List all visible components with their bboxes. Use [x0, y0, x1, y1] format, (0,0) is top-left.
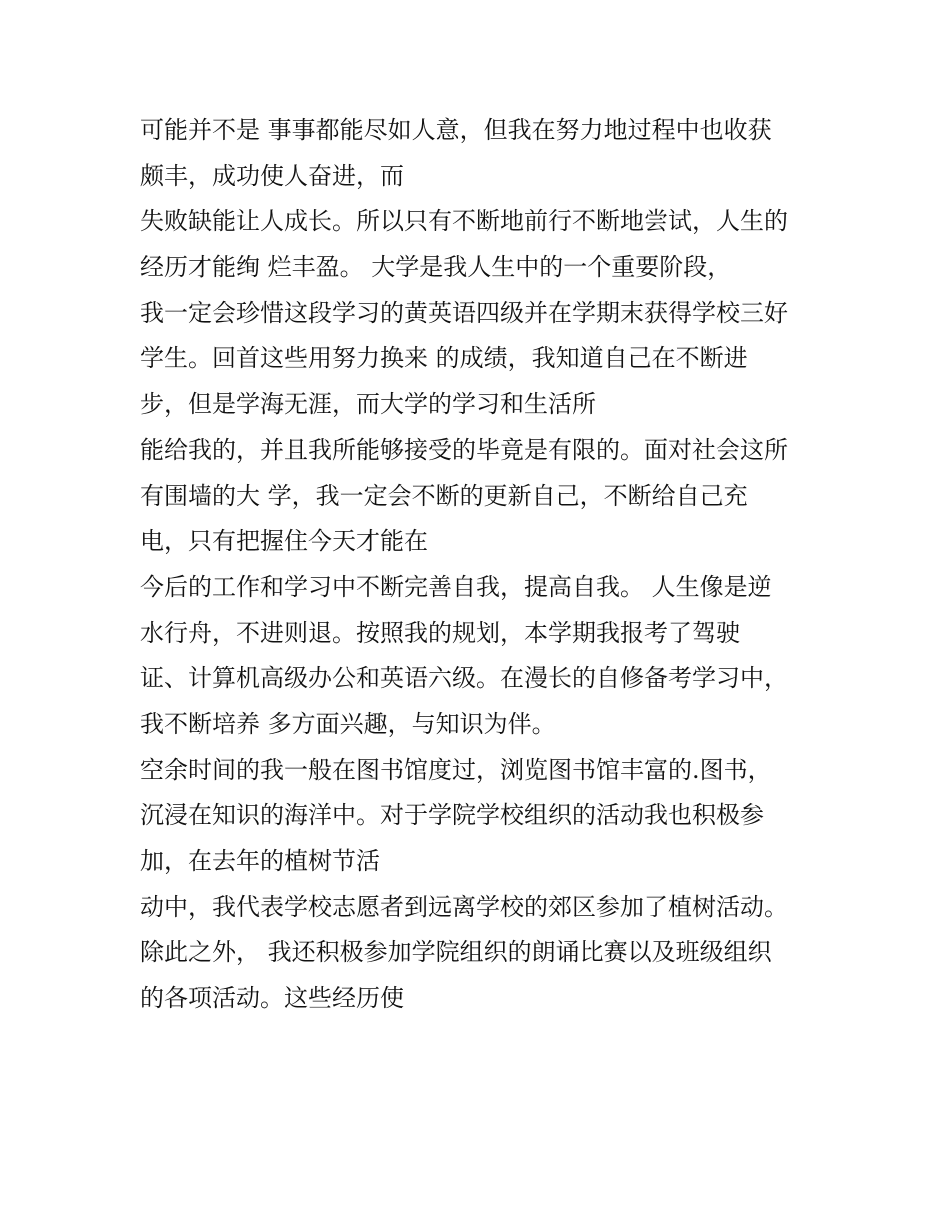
text-line: 能给我的，并且我所能够接受的毕竟是有限的。面对社会这所 — [140, 435, 788, 464]
text-line: 失败缺能让人成长。所以只有不断地前行不断地尝试，人生的 — [140, 207, 788, 236]
text-line: 除此之外， 我还积极参加学院组织的朗诵比赛以及班级组织 — [140, 938, 772, 967]
text-line: 我不断培养 多方面兴趣，与知识为伴。 — [140, 709, 556, 738]
text-line: 颇丰，成功使人奋进，而 — [140, 161, 404, 190]
text-line: 水行舟，不进则退。按照我的规划，本学期我报考了驾驶 — [140, 618, 740, 647]
text-line: 经历才能绚 烂丰盈。 大学是我人生中的一个重要阶段， — [140, 253, 732, 282]
text-line: 沉浸在知识的海洋中。对于学院学校组织的活动我也积极参 — [140, 801, 764, 830]
text-line: 我一定会珍惜这段学习的黄英语四级并在学期末获得学校三好 — [140, 298, 788, 327]
text-line: 今后的工作和学习中不断完善自我，提高自我。 人生像是逆 — [140, 572, 772, 601]
text-line: 空余时间的我一般在图书馆度过，浏览图书馆丰富的.图书， — [140, 755, 772, 784]
text-line: 步，但是学海无涯，而大学的学习和生活所 — [140, 390, 596, 419]
text-line: 证、计算机高级办公和英语六级。在漫长的自修备考学习中， — [140, 664, 788, 693]
text-line: 的各项活动。这些经历使 — [140, 984, 404, 1013]
body-text — [140, 108, 840, 1022]
text-line: 学生。回首这些用努力换来 的成绩，我知道自己在不断进 — [140, 344, 748, 373]
text-line: 加，在去年的植树节活 — [140, 847, 380, 875]
text-line: 动中，我代表学校志愿者到远离学校的郊区参加了植树活动。 — [140, 892, 788, 921]
text-line: 电，只有把握住今天才能在 — [140, 527, 428, 556]
text-line: 可能并不是 事事都能尽如人意，但我在努力地过程中也收获 — [140, 116, 772, 144]
text-line: 有围墙的大 学，我一定会不断的更新自己，不断给自己充 — [140, 481, 748, 510]
